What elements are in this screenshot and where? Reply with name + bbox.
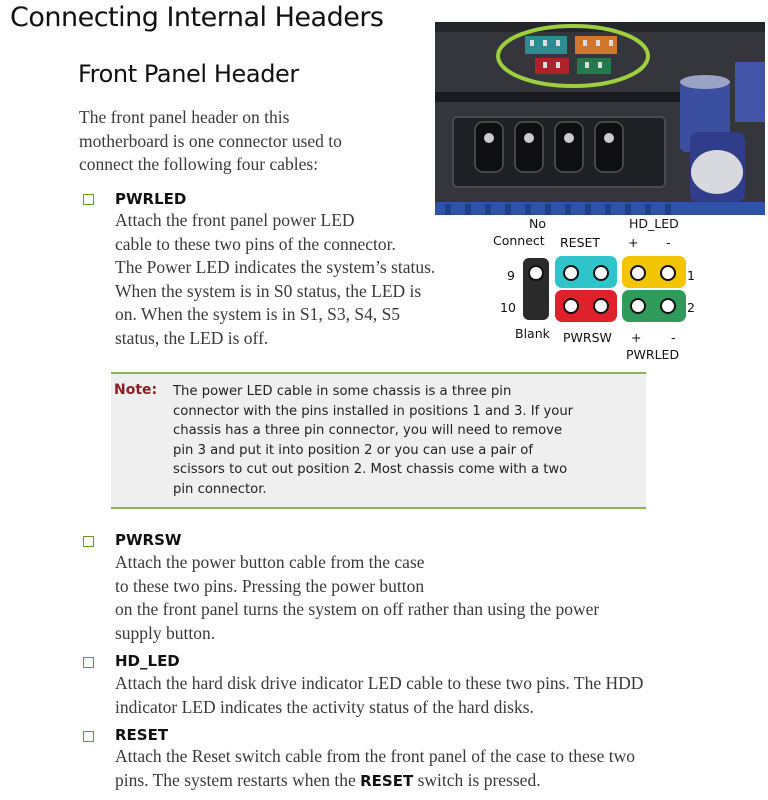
pin-7	[564, 266, 578, 280]
pwrled-line: Attach the front panel power LED	[115, 210, 355, 230]
reset-text-before: pins. The system restarts when the	[115, 769, 361, 790]
pwrled-description	[115, 209, 435, 350]
label-minus-top: -	[666, 235, 671, 250]
pwrled-line: cable to these two pins of the connector.	[115, 233, 396, 254]
pin-4	[631, 299, 645, 313]
bullet-icon	[83, 657, 94, 668]
label-plus-top: +	[628, 235, 639, 250]
pin-9	[529, 266, 543, 280]
section-subtitle: Front Panel Header	[78, 60, 299, 88]
pin-2	[661, 299, 675, 313]
reset-heading: RESET	[115, 726, 169, 744]
label-connect: Connect	[493, 233, 545, 248]
motherboard-photo	[435, 22, 765, 215]
hdled-line: indicator LED indicates the activity status of the hard disks.	[115, 696, 534, 717]
pwrled-line: The Power LED indicates the system’s status.	[115, 257, 436, 277]
label-reset: RESET	[560, 235, 601, 250]
bullet-icon	[83, 731, 94, 742]
bullet-icon	[83, 194, 94, 205]
intro-line: connect the following four cables:	[79, 154, 319, 174]
pwrled-heading: PWRLED	[115, 190, 187, 208]
note-text	[173, 382, 643, 499]
reset-line: Attach the Reset switch cable from the front panel of the case to these two	[115, 746, 635, 766]
note-line: chassis has a three pin connector, you will need to remove	[173, 423, 563, 438]
label-plus-bottom: +	[631, 330, 642, 345]
pwrled-line: When the system is in S0 status, the LED is	[115, 280, 422, 301]
hdled-description	[115, 672, 643, 719]
intro-line: motherboard is one connector used to	[79, 130, 342, 151]
pin-6	[594, 299, 608, 313]
note-box	[111, 372, 646, 509]
note-label: Note:	[114, 382, 158, 398]
reset-text-after: switch is pressed.	[413, 769, 541, 790]
pwrsw-heading: PWRSW	[115, 531, 182, 549]
pwrled-line: status, the LED is off.	[115, 327, 269, 348]
pwrsw-line: to these two pins. Pressing the power button	[115, 575, 425, 596]
label-pwrsw: PWRSW	[563, 330, 612, 345]
pwrsw-line: on the front panel turns the system on off rather than using the power	[115, 599, 600, 619]
label-pin9: 9	[507, 268, 515, 283]
pin-diagram	[488, 212, 700, 368]
pwrsw-line: Attach the power button cable from the case	[115, 552, 425, 572]
pwrsw-description	[115, 551, 599, 645]
label-pin10: 10	[500, 300, 516, 315]
note-line: scissors to cut out position 2. Most chassis come with a two	[173, 462, 568, 477]
label-no: No	[529, 216, 546, 231]
label-hd-led: HD_LED	[629, 216, 679, 231]
note-line: pin 3 and put it into position 2 or you can use a pair of	[173, 442, 533, 458]
pin-3	[631, 266, 645, 280]
bullet-icon	[83, 536, 94, 547]
label-pwrled: PWRLED	[626, 347, 680, 362]
reset-description	[115, 745, 635, 793]
reset-keyword: RESET	[360, 771, 414, 790]
label-minus-bottom: -	[671, 330, 676, 345]
pin-5	[594, 266, 608, 280]
motherboard-photo-art	[435, 22, 765, 215]
reset-line-last	[115, 769, 635, 794]
pin-1	[661, 266, 675, 280]
label-pin2: 2	[687, 300, 695, 315]
hdled-line: Attach the hard disk drive indicator LED cable to these two pins. The HDD	[115, 673, 644, 693]
pin-8	[564, 299, 578, 313]
hdled-heading: HD_LED	[115, 652, 180, 670]
intro-paragraph	[79, 106, 342, 177]
note-line: connector with the pins installed in positions 1 and 3. If your	[173, 403, 574, 419]
intro-line: The front panel header on this	[79, 107, 290, 127]
label-pin1: 1	[687, 268, 695, 283]
note-line: The power LED cable in some chassis is a three pin	[173, 384, 512, 399]
label-blank: Blank	[515, 326, 550, 341]
pwrled-line: on. When the system is in S1, S3, S4, S5	[115, 304, 401, 324]
pwrsw-line: supply button.	[115, 622, 216, 643]
page-title: Connecting Internal Headers	[10, 2, 384, 33]
note-line: pin connector.	[173, 481, 267, 497]
